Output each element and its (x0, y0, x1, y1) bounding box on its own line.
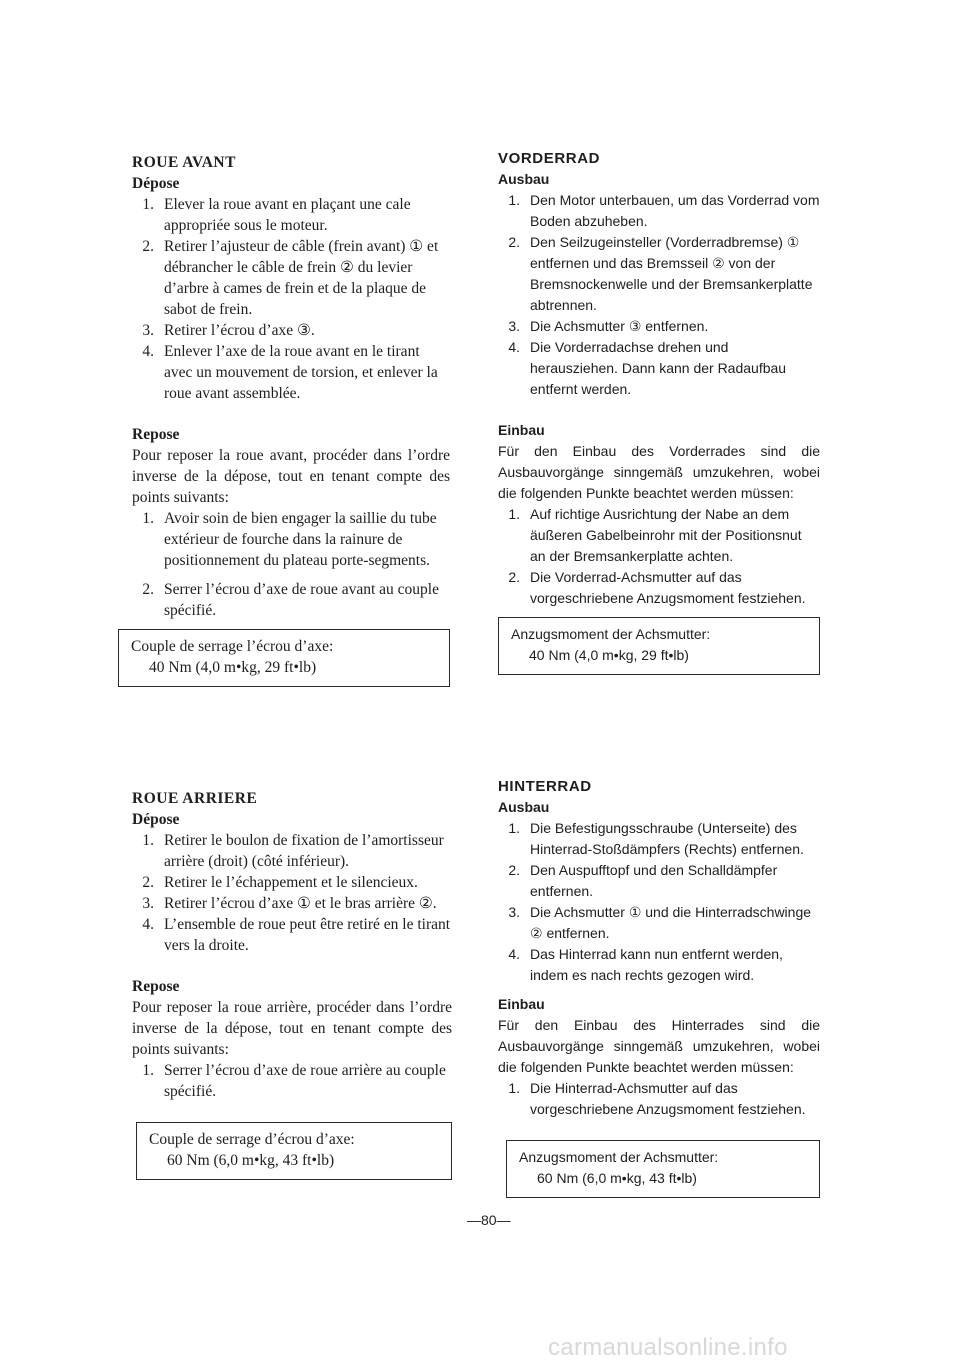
torque-value: 40 Nm (4,0 m•kg, 29 ft•lb) (529, 647, 689, 663)
list-item: 2. Die Vorderrad-Achsmutter auf das vorgeschriebene Anzugsmoment festziehen. (508, 569, 806, 606)
list-item: 1. Avoir soin de bien engager la saillie du tube extérieur de fourche dans la rainure de positionnement du plateau porte-segments. (142, 510, 437, 569)
de-front-section (498, 148, 820, 675)
list-item: 4. Das Hinterrad kann nun entfernt werden, indem es nach rechts gezogen wird. (508, 946, 783, 983)
fr-rear-install-intro: Pour reposer la roue arrière, procéder dans l’ordre inverse de la dépose, tout en tenant compte des points suivants: (132, 999, 452, 1058)
list-item: 1. Die Hinterrad-Achsmutter auf das vorgeschriebene Anzugsmoment festziehen. (508, 1080, 806, 1117)
list-item: 2. Retirer le l’échappement et le silencieux. (142, 874, 418, 891)
fr-rear-install-heading: Repose (132, 978, 180, 995)
de-front-install-intro: Für den Einbau des Vorderrades sind die Ausbauvorgänge sinngemäß umzukehren, wobei die folgenden Punkte beachtet werden müssen: (498, 443, 820, 501)
fr-front-install-intro: Pour reposer la roue avant, procéder dans l’ordre inverse de la dépose, tout en tenant compte des points suivants: (132, 447, 450, 506)
fr-rear-install-steps (132, 1060, 452, 1102)
fr-front-section (132, 152, 450, 687)
torque-value: 60 Nm (6,0 m•kg, 43 ft•lb) (537, 1170, 697, 1186)
torque-value: 40 Nm (4,0 m•kg, 29 ft•lb) (149, 659, 317, 676)
fr-front-torque-box (118, 629, 450, 687)
list-item: 2. Serrer l’écrou d’axe de roue avant au couple spécifié. (142, 581, 439, 619)
list-item: 1. Auf richtige Ausrichtung der Nabe an dem äußeren Gabelbeinrohr mit der Positionsnut an der Bremsankerplatte achten. (508, 506, 802, 564)
list-item: 3. Retirer l’écrou d’axe ③. (142, 322, 315, 339)
list-item: 2. Retirer l’ajusteur de câble (frein avant) ① et débrancher le câble de frein ② du levier d’arbre à cames de frein et de la plaque de sabot de frein. (142, 238, 439, 318)
de-rear-removal-heading: Ausbau (498, 799, 550, 815)
list-item: 1. Elever la roue avant en plaçant une cale appropriée sous le moteur. (142, 196, 411, 234)
fr-front-removal-steps (132, 194, 450, 404)
fr-front-removal-heading: Dépose (132, 175, 180, 192)
torque-label: Couple de serrage l’écrou d’axe: (131, 638, 334, 655)
list-item: 4. L’ensemble de roue peut être retiré en le tirant vers la droite. (142, 916, 451, 954)
list-item: 4. Enlever l’axe de la roue avant en le tirant avec un mouvement de torsion, et enlever la roue avant assemblée. (142, 343, 438, 402)
list-item: 1. Serrer l’écrou d’axe de roue arrière au couple spécifié. (142, 1062, 446, 1100)
de-front-removal-heading: Ausbau (498, 171, 550, 187)
fr-rear-removal-heading: Dépose (132, 811, 180, 828)
list-item: 2. Den Seilzugeinsteller (Vorderradbremse) ① entfernen und das Bremsseil ② von der Bremsnockenwelle und der Bremsankerplatte abtrennen. (508, 234, 813, 313)
list-item: 1. Retirer le boulon de fixation de l’amortisseur arrière (droit) (côté inférieur). (142, 832, 444, 870)
de-rear-install-heading: Einbau (498, 996, 545, 1012)
de-rear-section (498, 776, 820, 1198)
torque-label: Couple de serrage d’écrou d’axe: (149, 1131, 355, 1148)
de-rear-title: HINTERRAD (498, 778, 592, 795)
fr-front-title: ROUE AVANT (132, 154, 236, 171)
de-front-torque-box (498, 617, 820, 675)
fr-rear-title: ROUE ARRIERE (132, 790, 258, 807)
fr-rear-torque-box (136, 1122, 452, 1180)
list-item: 2. Den Auspufftopf und den Schalldämpfer entfernen. (508, 862, 778, 899)
de-front-install-steps (498, 504, 820, 609)
de-front-title: VORDERRAD (498, 150, 601, 167)
list-item: 3. Die Achsmutter ③ entfernen. (508, 318, 709, 334)
list-item: 4. Die Vorderradachse drehen und herausziehen. Dann kann der Radaufbau entfernt werden. (508, 339, 787, 397)
fr-rear-section (132, 788, 452, 1180)
list-item: 3. Retirer l’écrou d’axe ① et le bras arrière ②. (142, 895, 437, 912)
torque-value: 60 Nm (6,0 m•kg, 43 ft•lb) (167, 1152, 335, 1169)
torque-label: Anzugsmoment der Achsmutter: (519, 1149, 719, 1165)
page-number: —80— (467, 1212, 511, 1228)
list-item: 1. Den Motor unterbauen, um das Vorderrad vom Boden abzuheben. (508, 192, 820, 229)
fr-front-install-steps (132, 508, 450, 621)
list-item: 1. Die Befestigungsschraube (Unterseite) des Hinterrad-Stoßdämpfers (Rechts) entfernen. (508, 820, 804, 857)
fr-front-install-heading: Repose (132, 426, 180, 443)
torque-label: Anzugsmoment der Achsmutter: (511, 626, 711, 642)
watermark: carmanualsonline.info (548, 1334, 788, 1361)
list-item: 3. Die Achsmutter ① und die Hinterradschwinge ② entfernen. (508, 904, 812, 941)
de-rear-install-intro: Für den Einbau des Hinterrades sind die Ausbauvorgänge sinngemäß umzukehren, wobei die folgenden Punkte beachtet werden müssen: (498, 1017, 820, 1075)
de-rear-removal-steps (498, 818, 820, 986)
de-rear-torque-box (506, 1140, 820, 1198)
fr-rear-removal-steps (132, 830, 452, 956)
de-rear-install-steps (498, 1078, 820, 1120)
de-front-removal-steps (498, 190, 820, 400)
de-front-install-heading: Einbau (498, 422, 545, 438)
